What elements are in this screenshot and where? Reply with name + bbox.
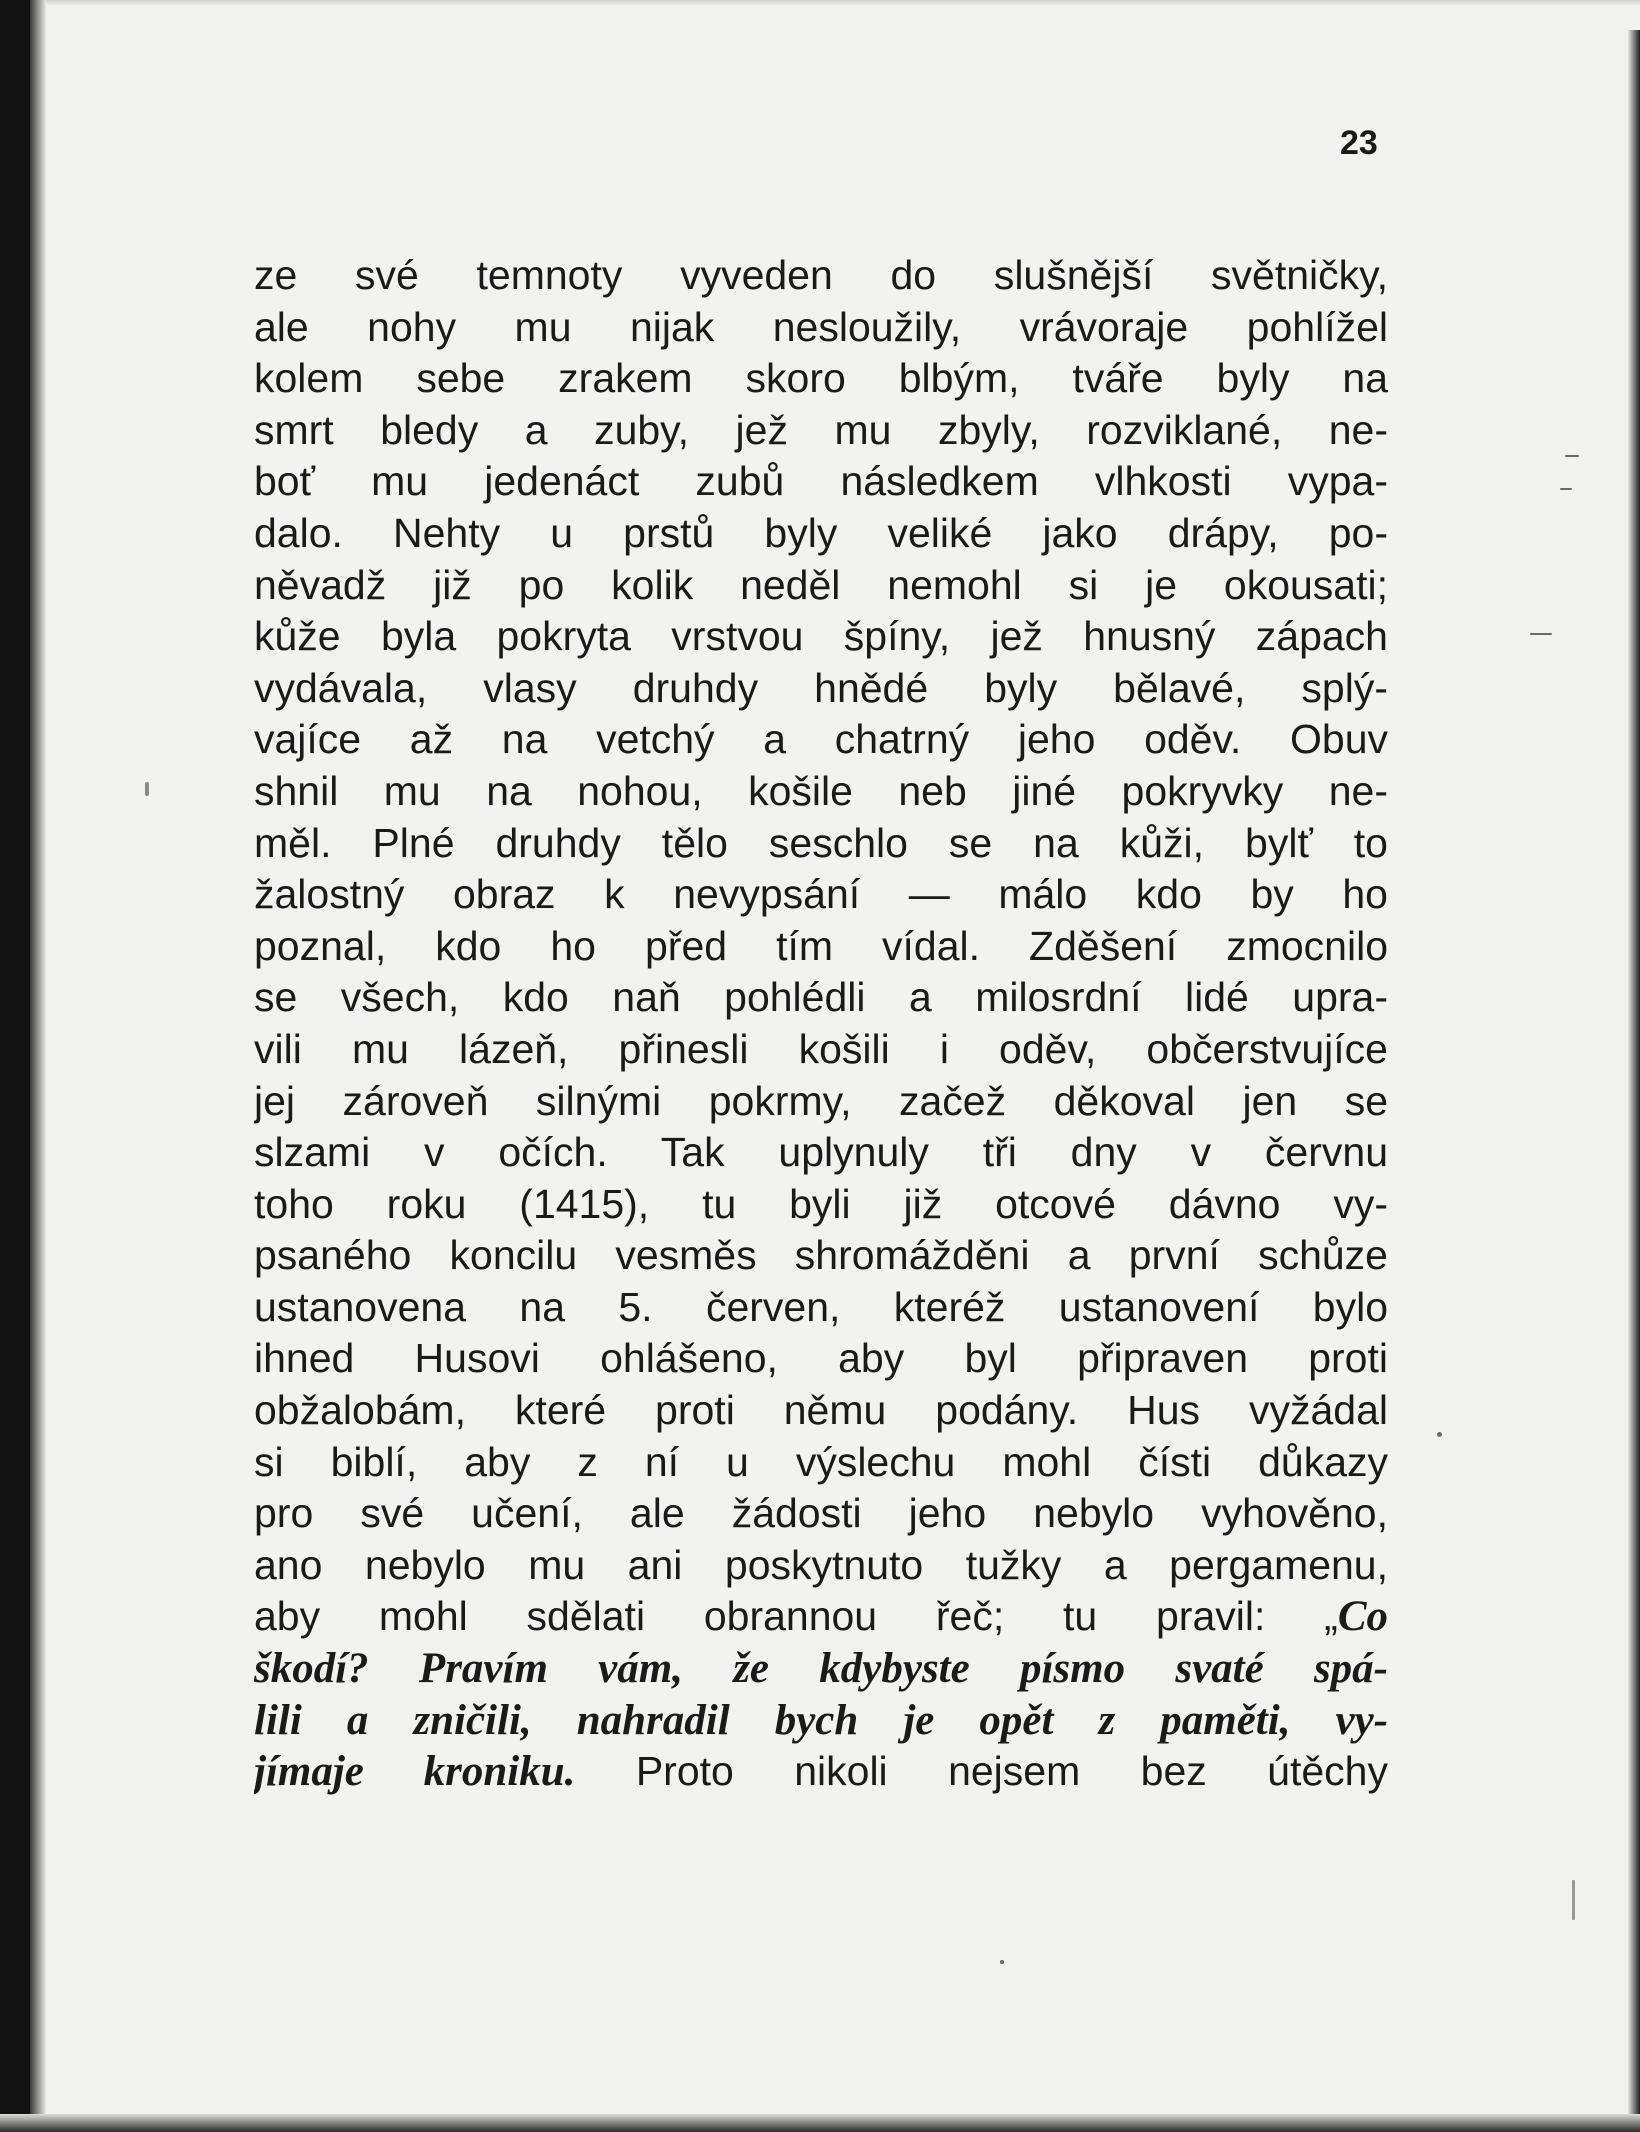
text-run: si biblí, aby z ní u výslechu mohl čísti důkazy: [254, 1438, 1388, 1485]
text-run: obžalobám, které proti němu podány. Hus vyžádal: [254, 1387, 1388, 1434]
scan-border-top: [0, 0, 1640, 6]
text-run: kůže byla pokryta vrstvou špíny, jež hnusný zápach: [254, 613, 1388, 660]
text-run: jej zároveň silnými pokrmy, začež děkoval jen se: [254, 1077, 1388, 1124]
text-run: vajíce až na vetchý a chatrný jeho oděv. Obuv: [254, 716, 1388, 763]
text-line: [254, 1282, 1388, 1334]
text-line: [254, 714, 1388, 766]
text-run: psaného koncilu vesměs shromážděni a první schůze: [254, 1232, 1388, 1279]
text-run: slzami v očích. Tak uplynuly tři dny v červnu: [254, 1129, 1388, 1176]
text-line: [254, 1437, 1388, 1489]
italic-text: lili a zničili, nahradil bych je opět z paměti, vy-: [254, 1696, 1388, 1744]
text-run: měl. Plné druhdy tělo seschlo se na kůži, bylť to: [254, 819, 1388, 866]
text-line: [254, 1746, 1388, 1798]
scan-speck: [1530, 633, 1552, 635]
italic-text: jímaje kroniku.: [254, 1748, 576, 1796]
text-run: dalo. Nehty u prstů byly veliké jako drápy, po-: [254, 509, 1388, 556]
scan-speck: [145, 782, 149, 796]
text-line: [254, 818, 1388, 870]
text-line: [254, 921, 1388, 973]
text-run: ihned Husovi ohlášeno, aby byl připraven proti: [254, 1335, 1388, 1382]
text-run: kolem sebe zrakem skoro blbým, tváře byly na: [254, 355, 1388, 402]
text-line: [254, 1024, 1388, 1076]
text-run: něvadž již po kolik neděl nemohl si je okousati;: [254, 561, 1388, 608]
text-line: [254, 1591, 1388, 1643]
text-line: [254, 1333, 1388, 1385]
text-line: [254, 611, 1388, 663]
scan-speck: [1000, 1960, 1004, 1964]
text-line: [254, 1179, 1388, 1231]
text-line: [254, 1076, 1388, 1128]
text-line: [254, 1540, 1388, 1592]
text-line: [254, 1488, 1388, 1540]
italic-text: škodí? Pravím vám, že kdybyste písmo svaté spá-: [254, 1645, 1388, 1693]
text-run: ale nohy mu nijak nesloužily, vrávoraje pohlížel: [254, 303, 1388, 350]
scan-speck: [1572, 1880, 1575, 1920]
text-line: [254, 766, 1388, 818]
text-line: [254, 1230, 1388, 1282]
text-run: vydávala, vlasy druhdy hnědé byly bělavé, splý-: [254, 664, 1388, 711]
text-run: vili mu lázeň, přinesli košili i oděv, občerstvujíce: [254, 1025, 1388, 1072]
text-run: shnil mu na nohou, košile neb jiné pokryvky ne-: [254, 767, 1388, 814]
text-line: [254, 250, 1388, 302]
text-line: [254, 663, 1388, 715]
text-run: pro své učení, ale žádosti jeho nebylo vyhověno,: [254, 1490, 1388, 1537]
text-line: [254, 405, 1388, 457]
text-run: toho roku (1415), tu byli již otcové dávno vy-: [254, 1180, 1388, 1227]
text-line: [254, 1695, 1388, 1747]
scan-speck: [1560, 488, 1572, 490]
text-run: ze své temnoty vyveden do slušnější světničky,: [254, 252, 1388, 298]
text-run: se všech, kdo naň pohlédli a milosrdní lidé upra-: [254, 974, 1388, 1021]
italic-text: Co: [1337, 1593, 1388, 1641]
scan-speck: [1437, 1432, 1442, 1437]
text-line: [254, 869, 1388, 921]
text-run: aby mohl sdělati obrannou řeč; tu pravil: „: [254, 1593, 1338, 1640]
text-line: [254, 508, 1388, 560]
text-run: ano nebylo mu ani poskytnuto tužky a pergamenu,: [254, 1541, 1388, 1588]
scan-border-left-shadow: [30, 0, 46, 2132]
text-line: [254, 456, 1388, 508]
scan-speck: [1565, 455, 1579, 457]
text-line: [254, 302, 1388, 354]
text-run: poznal, kdo ho před tím vídal. Zděšení zmocnilo: [254, 922, 1388, 969]
body-text: [254, 250, 1388, 1798]
text-line: [254, 1643, 1388, 1695]
text-run: boť mu jedenáct zubů následkem vlhkosti vypa-: [254, 458, 1388, 505]
text-line: [254, 560, 1388, 612]
text-line: [254, 353, 1388, 405]
scan-border-bottom: [0, 2114, 1640, 2132]
text-line: [254, 1127, 1388, 1179]
scan-border-left: [0, 0, 30, 2132]
text-run: ustanovena na 5. červen, kteréž ustanovení bylo: [254, 1283, 1388, 1330]
text-line: [254, 972, 1388, 1024]
text-run: smrt bledy a zuby, jež mu zbyly, rozviklané, ne-: [254, 406, 1388, 453]
page-number: 23: [1340, 124, 1378, 162]
scan-border-right: [1628, 30, 1640, 2120]
text-run: Proto nikoli nejsem bez útěchy: [575, 1748, 1388, 1795]
text-run: žalostný obraz k nevypsání — málo kdo by ho: [254, 871, 1388, 918]
text-line: [254, 1385, 1388, 1437]
